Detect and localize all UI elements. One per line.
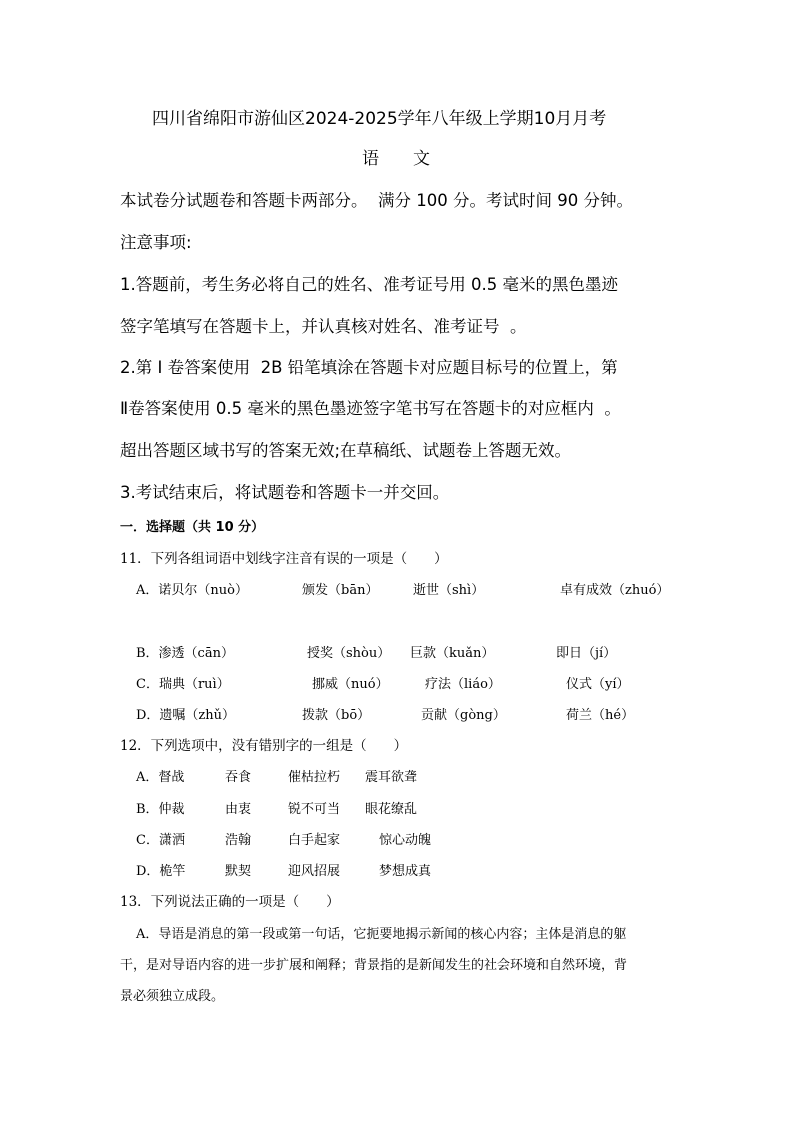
option-b-item: B．仲裁 (136, 802, 185, 817)
notice-heading: 注意事项: (120, 233, 192, 252)
option-d-item: D．遗嘱（zhǔ） (136, 708, 236, 723)
notice-line: 超出答题区域书写的答案无效;在草稿纸、试题卷上答题无效。 (120, 441, 572, 460)
notice-line: 1.答题前，考生务必将自己的姓名、准考证号用 0.5 毫米的黑色墨迹 (120, 275, 618, 294)
option-a-item: 催枯拉朽 (288, 770, 341, 785)
option-d-item: 拨款（bō） (302, 708, 371, 723)
notice-line: 签字笔填写在答题卡上，并认真核对姓名、准考证号 。 (120, 317, 527, 336)
question-11-stem: 11．下列各组词语中划线字注音有误的一项是（ ） (120, 551, 448, 567)
notice-line: 3.考试结束后，将试题卷和答题卡一并交回。 (120, 483, 450, 502)
question-13-option-text: 景必须独立成段。 (120, 989, 225, 1004)
option-a-item: 吞食 (225, 770, 252, 785)
section-heading: 一．选择题（共 10 分） (120, 520, 265, 535)
notice-line: 2.第 I 卷答案使用 2B 铅笔填涂在答题卡对应题目标号的位置上，第 (120, 358, 618, 377)
question-12-stem: 12．下列选项中，没有错别字的一组是（ ） (120, 738, 408, 754)
option-a-item: A．督战 (136, 770, 185, 785)
option-d-item: D．桅竿 (136, 864, 186, 879)
subject-title: 语 文 (362, 149, 430, 169)
option-b-item: 锐不可当 (288, 802, 341, 817)
option-c-item: 仪式（yí） (566, 677, 630, 692)
option-c-item: 惊心动魄 (379, 833, 432, 848)
option-b-item: 授奖（shòu） (307, 646, 391, 661)
option-c-item: C．潇洒 (136, 833, 185, 848)
option-b-item: B．渗透（cān） (136, 646, 234, 661)
option-c-item: 疗法（liáo） (425, 677, 501, 692)
option-d-item: 迎风招展 (288, 864, 341, 879)
option-c-item: 浩翰 (225, 833, 252, 848)
option-c-item: 挪威（nuó） (312, 677, 389, 692)
option-d-item: 梦想成真 (379, 864, 432, 879)
option-b-item: 巨款（kuǎn） (410, 646, 495, 661)
exam-title: 四川省绵阳市游仙区2024-2025学年八年级上学期10月月考 (152, 109, 607, 129)
option-a-item: 颁发（bān） (302, 583, 379, 598)
option-a-item: 震耳欲聋 (365, 770, 418, 785)
option-d-item: 荷兰（hé） (566, 708, 635, 723)
notice-line: Ⅱ卷答案使用 0.5 毫米的黑色墨迹签字笔书写在答题卡的对应框内 。 (120, 399, 621, 418)
option-d-item: 贡献（gòng） (421, 708, 506, 723)
question-13-option-text: 干，是对导语内容的进一步扩展和阐释；背景指的是新闻发生的社会环境和自然环境，背 (120, 958, 628, 973)
option-c-item: 白手起家 (288, 833, 341, 848)
question-13-stem: 13．下列说法正确的一项是（ ） (120, 894, 340, 910)
option-c-item: C．瑞典（ruì） (136, 677, 230, 692)
option-b-item: 即日（jí） (556, 646, 617, 661)
option-b-item: 眼花缭乱 (365, 802, 418, 817)
option-d-item: 默契 (225, 864, 252, 879)
option-a-item: 卓有成效（zhuó） (560, 583, 670, 598)
option-b-item: 由衷 (225, 802, 252, 817)
option-a-item: 逝世（shì） (413, 583, 485, 598)
option-a-item: A．诺贝尔（nuò） (136, 583, 248, 598)
exam-intro: 本试卷分试题卷和答题卡两部分。 满分 100 分。考试时间 90 分钟。 (120, 191, 633, 210)
question-13-option-text: A．导语是消息的第一段或第一句话，它扼要地揭示新闻的核心内容；主体是消息的躯 (136, 927, 627, 942)
